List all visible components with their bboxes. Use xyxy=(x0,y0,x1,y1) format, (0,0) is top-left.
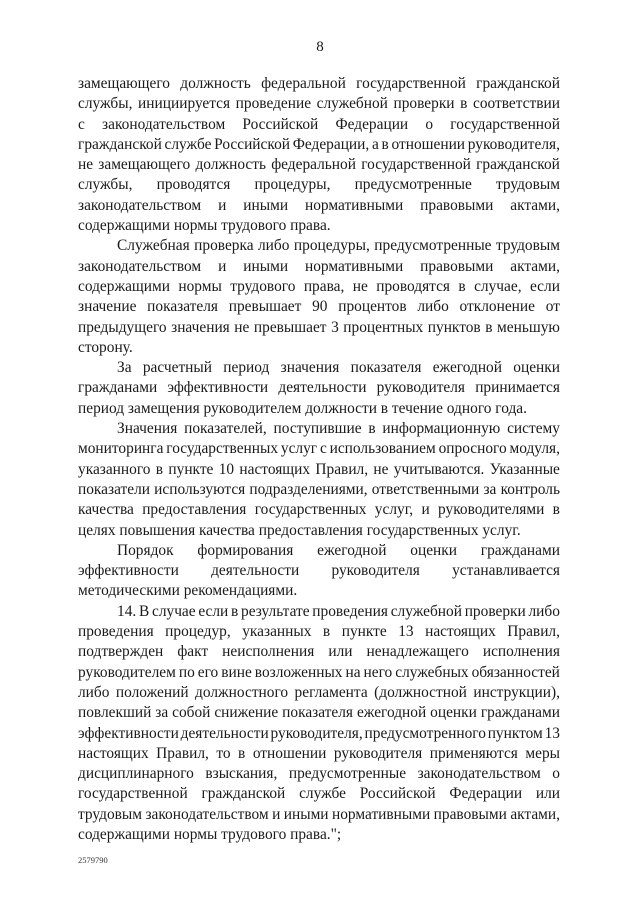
text-line: гражданской службе Российской Федерации, а в отношении руководителя, xyxy=(78,135,560,153)
text-line: мониторинга государственных услуг с использованием опросного модуля, xyxy=(78,440,560,458)
text-line: Служебная проверка либо процедуры, предусмотренные трудовым xyxy=(117,237,560,255)
text-line: трудовым законодательством и иными нормативными правовыми актами, xyxy=(78,805,560,823)
text-line: эффективности деятельности руководителя устанавливается xyxy=(78,562,560,580)
text-line: государственной гражданской службе Российской Федерации или xyxy=(78,785,560,803)
text-line: законодательством и иными нормативными правовыми актами, xyxy=(78,257,560,275)
text-line: показатели используются подразделениями, ответственными за контроль xyxy=(78,480,560,498)
text-line: повлекший за собой снижение показателя ежегодной оценки гражданами xyxy=(78,704,560,722)
text-line: За расчетный период значения показателя ежегодной оценки xyxy=(117,359,560,377)
text-line: эффективности деятельности руководителя, предусмотренного пунктом 13 xyxy=(78,724,560,742)
text-line: гражданами эффективности деятельности руководителя принимается xyxy=(78,379,560,397)
document-code: 2579790 xyxy=(78,855,108,865)
text-line: Значения показателей, поступившие в информационную систему xyxy=(117,420,560,438)
text-line: сторону. xyxy=(78,338,133,356)
text-line: качества предоставления государственных услуг, и руководителями в xyxy=(78,501,560,519)
text-line: службы, инициируется проведение служебной проверки в соответствии xyxy=(78,95,560,113)
text-line: подтвержден факт неисполнения или ненадлежащего исполнения xyxy=(78,643,560,661)
text-line: период замещения руководителем должности в течение одного года. xyxy=(78,399,527,417)
text-line: проведения процедур, указанных в пункте 13 настоящих Правил, xyxy=(78,623,560,641)
text-line: либо положений должностного регламента (должностной инструкции), xyxy=(78,683,560,701)
text-line: 14. В случае если в результате проведения служебной проверки либо xyxy=(117,602,560,620)
text-line: Порядок формирования ежегодной оценки гражданами xyxy=(117,541,560,559)
text-line: дисциплинарного взыскания, предусмотренные законодательством о xyxy=(78,765,560,783)
text-line: настоящих Правил, то в отношении руководителя применяются меры xyxy=(78,744,560,762)
text-line: службы, проводятся процедуры, предусмотренные трудовым xyxy=(78,176,560,194)
page-number: 8 xyxy=(316,39,324,55)
text-line: содержащими нормы трудового права."; xyxy=(78,825,342,843)
text-line: значение показателя превышает 90 процентов либо отклонение от xyxy=(78,298,560,316)
text-line: с законодательством Российской Федерации о государственной xyxy=(78,115,560,133)
text-line: содержащими нормы трудового права, не проводятся в случае, если xyxy=(78,277,560,295)
document-body xyxy=(78,74,560,845)
text-line: замещающего должность федеральной государственной гражданской xyxy=(78,75,560,92)
text-line: предыдущего значения не превышает 3 процентных пунктов в меньшую xyxy=(78,318,560,336)
text-line: методическими рекомендациями. xyxy=(78,582,298,600)
text-line: законодательством и иными нормативными правовыми актами, xyxy=(78,196,560,214)
text-line: указанного в пункте 10 настоящих Правил, не учитываются. Указанные xyxy=(78,460,560,478)
text-line: содержащими нормы трудового права. xyxy=(78,217,331,235)
text-line: руководителем по его вине возложенных на него служебных обязанностей xyxy=(78,663,560,681)
text-line: не замещающего должность федеральной государственной гражданской xyxy=(78,156,560,174)
text-line: целях повышения качества предоставления государственных услуг. xyxy=(78,521,521,539)
